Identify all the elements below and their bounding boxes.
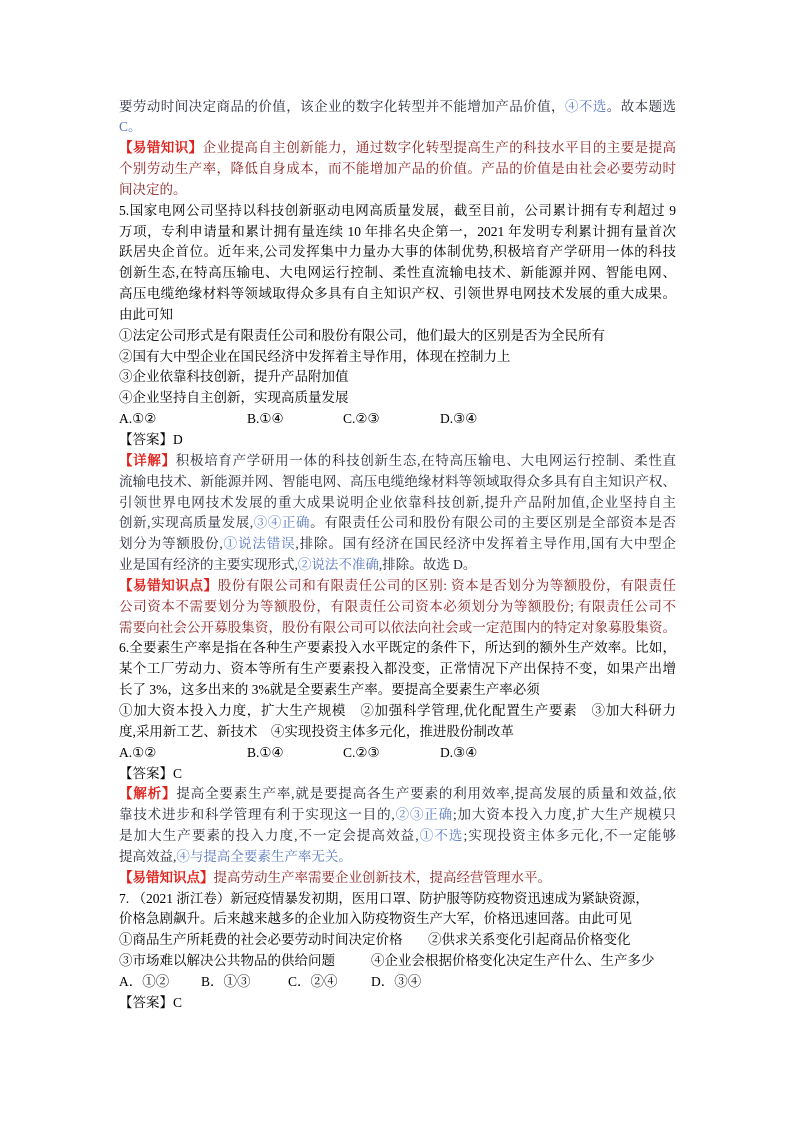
explanation-text: 积极培育产学研用一体的科技创新生态,在特高压输电、大电网运行控制、柔性直 <box>175 452 677 468</box>
statement: ④企业坚持自主创新，实现高质量发展 <box>119 390 349 406</box>
option-c: C.②③ <box>343 744 380 760</box>
options-row <box>119 972 676 993</box>
statement: ②国有大中型企业在国民经济中发挥着主导作用，体现在控制力上 <box>119 348 511 364</box>
explanation-line: 流输电技术、新能源并网、智能电网、高压电缆绝缘材料等领域取得众多具有自主知识产权、 <box>119 473 676 489</box>
tip-line <box>119 868 676 889</box>
question-stem-line: 由此可知 <box>119 306 173 322</box>
statement: ③企业依靠科技创新，提升产品附加值 <box>119 369 349 385</box>
tip-text: 企业提高自主创新能力，通过数字化转型提高生产的科技水平目的主要是提高 <box>202 140 677 156</box>
highlight-text: ③④正确 <box>253 515 311 531</box>
tip-line: 间决定的。 <box>119 181 187 197</box>
question-stem-line: 长了 3%，这多出来的 3%就是全要素生产率。要提高全要素生产率必须 <box>119 682 540 698</box>
tip-text: 提高劳动生产率需要企业创新技术，提高经营管理水平。 <box>213 869 551 885</box>
option-d: D.③④ <box>440 411 478 427</box>
explanation-text: 创新,实现高质量发展, <box>119 515 254 531</box>
statement: ①法定公司形式是有限责任公司和股份有限公司，他们最大的区别是否为全民所有 <box>119 327 605 343</box>
question-stem-line: 高压电缆绝缘材料等领域取得众多具有自主知识产权、引领世界电网技术发展的重大成果。 <box>119 286 676 302</box>
question-stem-line: 6.全要素生产率是指在各种生产要素投入水平既定的条件下，所达到的额外生产效率。比如， <box>119 640 676 656</box>
analysis-text: 提高效益, <box>119 848 177 864</box>
question-7 <box>119 889 676 1014</box>
analysis-text: 是加大生产要素的投入力度,不一定会提高效益, <box>119 828 419 844</box>
analysis-line <box>119 784 676 805</box>
answer-label: 【答案】 <box>119 994 173 1010</box>
highlight-text: ②③正确 <box>394 807 453 823</box>
statement: ③市场难以解决公共物品的供给问题 <box>119 953 335 969</box>
analysis-line <box>119 847 676 868</box>
analysis-text: ;加大资本投入力度,扩大生产规模只 <box>452 807 676 823</box>
tip-line: 个别劳动生产率，降低自身成本，而不能增加产品的价值。产品的价值是由社会必要劳动时 <box>119 161 676 177</box>
question-stem-line: 5.国家电网公司坚持以科技创新驱动电网高质量发展，截至目前，公司累计拥有专利超过 9 <box>119 202 676 218</box>
highlight-text: ④不选 <box>564 98 607 114</box>
answer-label: 【答案】 <box>119 432 173 447</box>
statement-line: 度,采用新工艺、新技术 ④实现投资主体多元化，推进股份制改革 <box>119 723 514 739</box>
answer-line <box>119 430 676 451</box>
option-a: A.①② <box>119 744 157 760</box>
explanation-line <box>119 97 676 118</box>
question-stem-line: 某个工厂劳动力、资本等所有生产要素投入都没变，正常情况下产出保持不变，如果产出增 <box>119 661 676 677</box>
statement: ④企业会根据价格变化决定生产什么、生产多少 <box>371 953 655 969</box>
explanation-line <box>119 451 676 472</box>
question-stem-line: 7. （2021 浙江卷）新冠疫情暴发初期，医用口罩、防护服等防疫物资迅速成为紧缺资源， <box>119 890 649 906</box>
tip-label: 【易错知识点】 <box>119 869 214 885</box>
tip-label: 【易错知识】 <box>119 140 203 156</box>
answer-label: 【答案】 <box>119 765 173 781</box>
option-c: C.②③ <box>343 411 380 427</box>
document-body <box>119 97 676 1014</box>
analysis-line <box>119 826 676 847</box>
q4-tip <box>119 138 676 201</box>
answer-value: C <box>173 765 183 781</box>
analysis-line <box>119 805 676 826</box>
option-d: D．③④ <box>371 973 422 989</box>
statement-line <box>119 951 676 972</box>
explanation-label: 【详解】 <box>119 452 176 468</box>
explanation-text: ,排除。国有经济在国民经济中发挥着主导作用,国有大中型企 <box>295 536 677 552</box>
tip-line: 公司资本不需要划分为等额股份，有限责任公司资本必须划分为等额股份; 有限责任公司不 <box>119 598 676 614</box>
analysis-label: 【解析】 <box>119 786 177 802</box>
explanation-line <box>119 117 676 138</box>
explanation-line <box>119 513 676 534</box>
highlight-text: ①说法错误 <box>222 536 296 552</box>
highlight-text: C。 <box>119 119 142 135</box>
statement: ①商品生产所耗费的社会必要劳动时间决定价格 <box>119 932 403 948</box>
statement-line: ①加大资本投入力度，扩大生产规模 ②加强科学管理,优化配置生产要素 ③加大科研力 <box>119 702 676 718</box>
options-row <box>119 409 676 430</box>
explanation-text: ,排除。故选 D。 <box>378 557 477 573</box>
question-5 <box>119 201 676 639</box>
tip-label: 【易错知识点】 <box>119 577 218 593</box>
option-b: B.①④ <box>247 411 284 427</box>
answer-value: D <box>173 432 183 447</box>
explanation-text: 要劳动时间决定商品的价值，该企业的数字化转型并不能增加产品价值， <box>119 98 565 114</box>
explanation-line <box>119 555 676 576</box>
question-6 <box>119 638 676 888</box>
answer-value: C <box>173 994 183 1010</box>
explanation-line: 引领世界电网技术发展的重大成果说明企业依靠科技创新,提升产品附加值,企业坚持自主 <box>119 494 676 510</box>
explanation-text: 。故本题选 <box>606 98 677 114</box>
option-a: A．①② <box>119 973 170 989</box>
option-b: B.①④ <box>247 744 284 760</box>
answer-line <box>119 764 676 785</box>
analysis-text: 靠技术进步和科学管理有利于实现这一目的, <box>119 807 395 823</box>
highlight-text: ④与提高全要素生产率无关。 <box>176 848 352 864</box>
tip-line <box>119 576 676 597</box>
option-b: B．①③ <box>201 973 251 989</box>
options-row <box>119 743 676 764</box>
question-stem-line: 跃居央企首位。近年来,公司发挥集中力量办大事的体制优势,积极培育产学研用一体的科技 <box>119 244 676 260</box>
tip-line <box>119 138 676 159</box>
explanation-line <box>119 534 676 555</box>
tip-line: 需要向社会公开募股集资，股份有限公司可以依法向社会或一定范围内的特定对象募股集资。 <box>119 619 676 635</box>
highlight-text: ②说法不准确 <box>297 557 379 573</box>
explanation-text: 业是国有经济的主要实现形式, <box>119 557 298 573</box>
analysis-text: ;实现投资主体多元化,不一定能够 <box>463 828 677 844</box>
statement-line <box>119 930 676 951</box>
highlight-text: ①不选 <box>418 828 464 844</box>
question-stem-line: 价格急剧飙升。后来越来越多的企业加入防疫物资生产大军，价格迅速回落。由此可见 <box>119 911 632 927</box>
explanation-text: 。有限责任公司和股份有限公司的主要区别是全部资本是否 <box>310 515 676 531</box>
question-stem-line: 万项，专利申请量和累计拥有量连续 10 年排名央企第一，2021 年发明专利累计拥有量首次 <box>119 223 676 239</box>
analysis-text: 提高全要素生产率,就是要提高各生产要素的利用效率,提高发展的质量和效益,依 <box>176 786 677 802</box>
question-stem-line: 创新生态,在特高压输电、大电网运行控制、柔性直流输电技术、新能源并网、智能电网、 <box>119 265 676 281</box>
q4-explanation-end <box>119 97 676 139</box>
option-d: D.③④ <box>440 744 478 760</box>
explanation-text: 划分为等额股份, <box>119 536 223 552</box>
tip-text: 股份有限公司和有限责任公司的区别: 资本是否划分为等额股份，有限责任 <box>217 577 677 593</box>
option-a: A.①② <box>119 411 157 427</box>
option-c: C．②④ <box>288 973 338 989</box>
statement: ②供求关系变化引起商品价格变化 <box>428 932 631 948</box>
answer-line <box>119 993 676 1014</box>
